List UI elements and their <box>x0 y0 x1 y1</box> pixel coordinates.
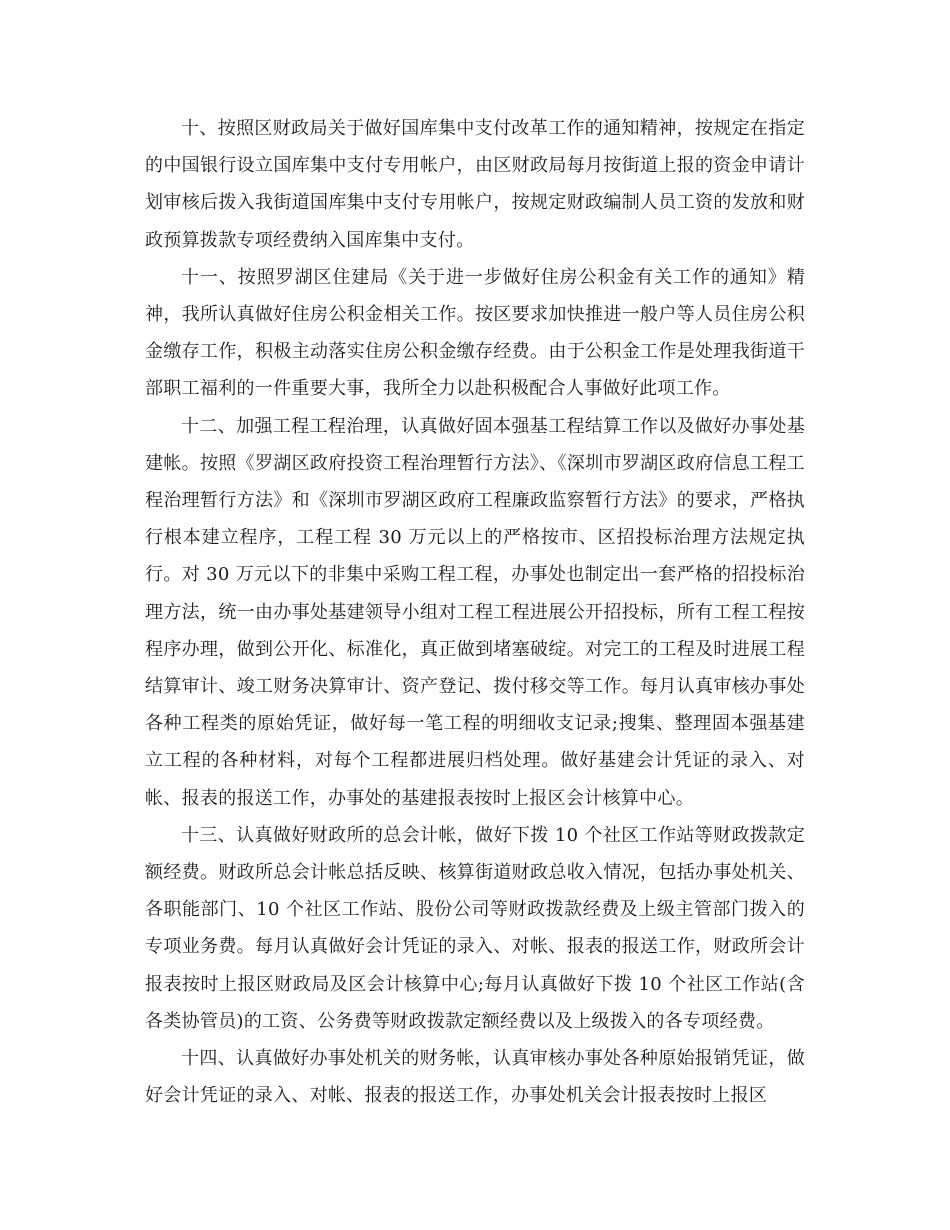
paragraph-11: 十一、按照罗湖区住建局《关于进一步做好住房公积金有关工作的通知》精神，我所认真做好住房公积金相关工作。按区要求加快推进一般户等人员住房公积金缴存工作，积极主动落实住房公积金缴存经费。由于公积金工作是处理我街道干部职工福利的一件重要大事，我所全力以赴积极配合人事做好此项工作。 <box>145 266 805 400</box>
paragraph-10: 十、按照区财政局关于做好国库集中支付改革工作的通知精神，按规定在指定的中国银行设立国库集中支付专用帐户，由区财政局每月按街道上报的资金申请计划审核后拨入我街道国库集中支付专用帐户，按规定财政编制人员工资的发放和财政预算拨款专项经费纳入国库集中支付。 <box>145 118 805 251</box>
paragraph-13: 十三、认真做好财政所的总会计帐，做好下拨 10 个社区工作站等财政拨款定额经费。财政所总会计帐总括反映、核算街道财政总收入情况，包括办事处机关、各职能部门、10 个社区工作站、股份公司等财政拨款经费及上级主管部门拨入的专项业务费。每月认真做好会计凭证的录入、对帐、报表的报送工作，财政所会计报表按时上报区财政局及区会计核算中心;每月认真做好下拨 10 个社区工作站(含各类协管员)的工资、公务费等财政拨款定额经费以及上级拨入的各专项经费。 <box>145 824 805 1032</box>
document-body <box>145 110 805 1114</box>
paragraph-12: 十二、加强工程工程治理，认真做好固本强基工程结算工作以及做好办事处基建帐。按照《罗湖区政府投资工程治理暂行方法》、《深圳市罗湖区政府信息工程工程治理暂行方法》和《深圳市罗湖区政府工程廉政监察暂行方法》的要求，严格执行根本建立程序，工程工程 30 万元以上的严格按市、区招投标治理方法规定执行。对 30 万元以下的非集中采购工程工程，办事处也制定出一套严格的招投标治理方法，统一由办事处基建领导小组对工程工程进展公开招投标，所有工程工程按程序办理，做到公开化、标准化，真正做到堵塞破绽。对完工的工程及时进展工程结算审计、竣工财务决算审计、资产登记、拨付移交等工作。每月认真审核办事处各种工程类的原始凭证，做好每一笔工程的明细收支记录;搜集、整理固本强基建立工程的各种材料，对每个工程都进展归档处理。做好基建会计凭证的录入、对帐、报表的报送工作，办事处的基建报表按时上报区会计核算中心。 <box>145 415 805 809</box>
paragraph-14: 十四、认真做好办事处机关的财务帐，认真审核办事处各种原始报销凭证，做好会计凭证的录入、对帐、报表的报送工作，办事处机关会计报表按时上报区 <box>145 1048 805 1107</box>
